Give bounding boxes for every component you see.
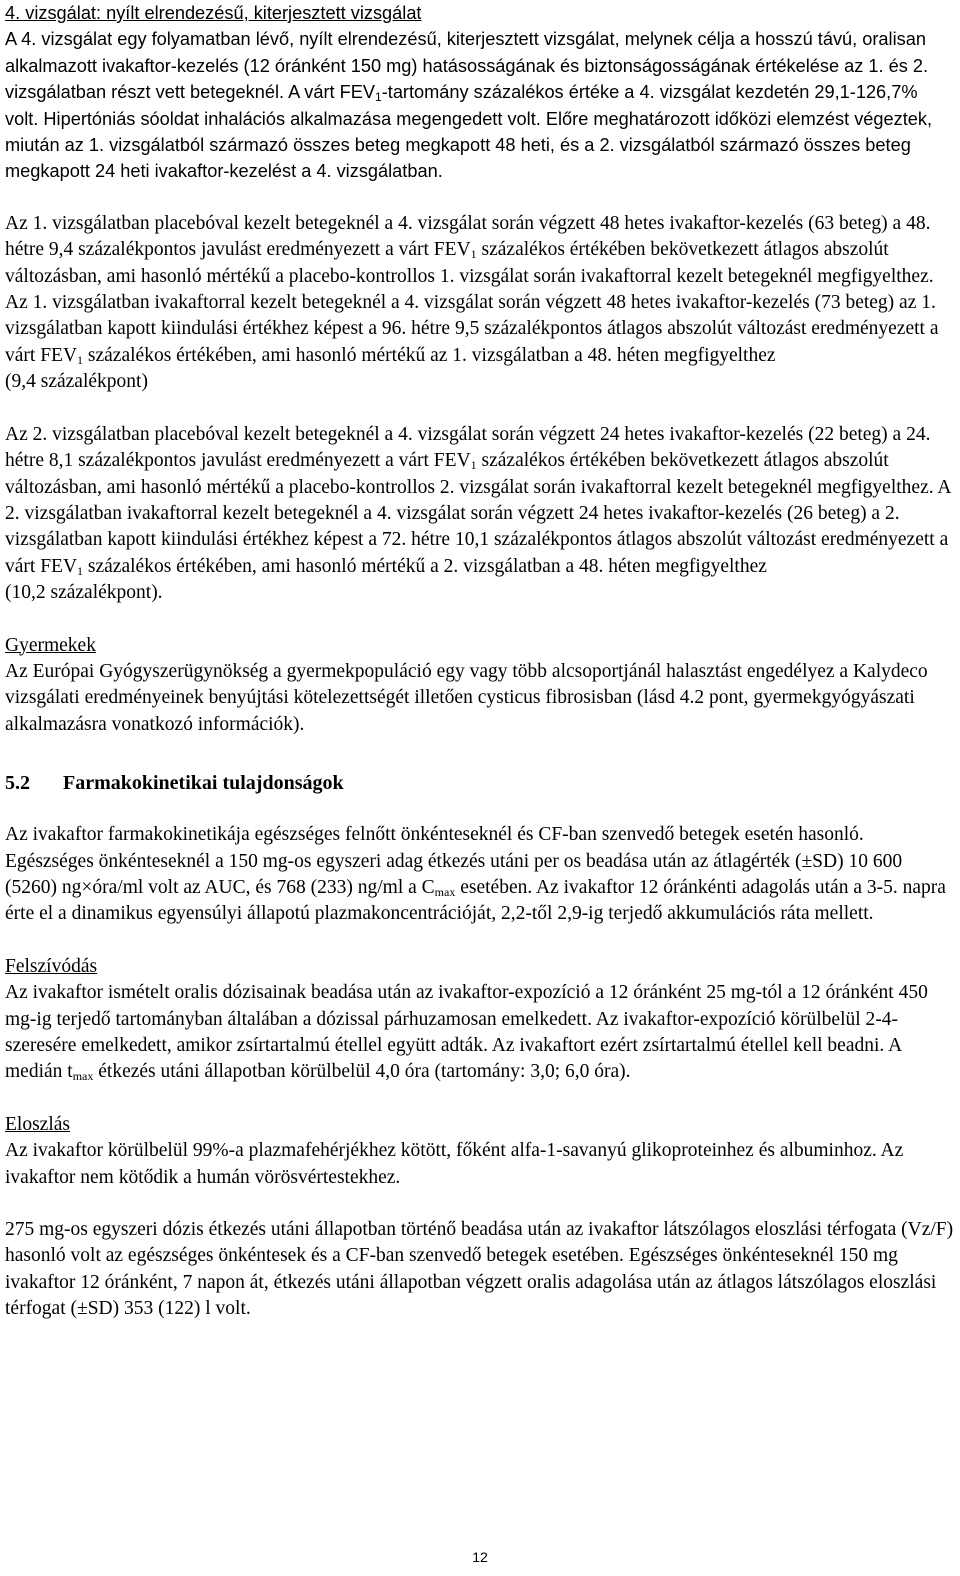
study4-title: 4. vizsgálat: nyílt elrendezésű, kiterjesztett vizsgálat	[5, 3, 422, 23]
fev-subscript: 1	[77, 563, 84, 578]
multiplication-sign: ×	[81, 876, 93, 898]
distribution-heading: Eloszlás	[5, 1113, 70, 1135]
absorption-paragraph	[5, 980, 955, 1086]
absorption-text-b: étkezés utáni állapotban körülbelül 4,0 óra (tartomány: 3,0; 6,0 óra).	[93, 1061, 631, 1083]
children-heading: Gyermekek	[5, 634, 96, 656]
p3-text-c: százalékos értékében, ami hasonló mértékű a 2. vizsgálatban a 48. héten megfigyelthez	[83, 555, 767, 577]
absorption-heading: Felszívódás	[5, 955, 98, 977]
section-title: Farmakokinetikai tulajdonságok	[63, 772, 344, 795]
spacer	[5, 607, 955, 633]
fev-subscript: 1	[470, 247, 477, 262]
document-page	[5, 0, 955, 1323]
pk-text-a: Egészséges önkénteseknél a 150 mg-os egyszeri adag étkezés utáni per os beadása után az átlagérték (±SD) 10 600 (5260) ng	[5, 850, 903, 898]
study1-results-paragraph	[5, 211, 955, 396]
spacer	[5, 1191, 955, 1217]
spacer	[5, 396, 955, 422]
fev-subscript: 1	[470, 458, 477, 473]
pk-text-c: esetében. Az ivakaftor 12 óránkénti adagolás után a 3-5. napra érte el a dinamikus egyensúlyi állapotú plazmakoncentrációját, 2,2-től 2,9-ig terjedő akkumulációs ráta mellett.	[5, 876, 946, 925]
fev-subscript: 1	[375, 90, 382, 105]
spacer	[5, 928, 955, 954]
spacer	[5, 796, 955, 822]
study4-text-b: -tartomány százalékos értéke a 4. vizsgálat kezdetén 29,1-126,7% volt. Hipertóniás sóoldat inhalációs alkalmazása megengedett volt. Előre meghatározott időközi elemzést végeztek, miután az 1. vizsgálatból származó összes beteg megkapott 48 heti, és a 2. vizsgálatból származó összes beteg megkapott 24 heti ivakaftor-kezelést a 4. vizsgálatban.	[5, 82, 933, 182]
study4-text-a: A 4. vizsgálat egy folyamatban lévő, nyílt elrendezésű, kiterjesztett vizsgálat, melynek célja a hosszú távú, oralisan alkalmazott ivakaftor-kezelés (12 óránként 150 mg) hatásosságának és biztonságosságának értékelése az 1. és 2. vizsgálatban részt vett betegeknél. A várt FEV	[5, 29, 929, 103]
distribution-paragraph-1: Az ivakaftor körülbelül 99%-a plazmafehérjékhez kötött, főként alfa-1-savanyú glikoproteinhez és albuminhoz. Az ivakaftor nem kötődik a humán vörösvértestekhez.	[5, 1140, 904, 1188]
absorption-text-a: Az ivakaftor ismételt oralis dózisainak beadása után az ivakaftor-expozíció a 12 óránként 25 mg-tól a 12 óránként 450 mg-ig terjedő tartományban általában a dózissal párhuzamosan emelkedett. Az ivakaftor-expozíció körülbelül 2-4-szeresére emelkedett, amikor zsírtartalmú étellel együtt adták. Az ivakaftort ezért zsírtartalmú étellel kell beadni. A medián t	[5, 982, 928, 1083]
cmax-subscript: max	[434, 884, 456, 899]
fev-subscript: 1	[77, 352, 84, 367]
spacer	[5, 738, 955, 764]
study4-paragraph	[5, 26, 955, 184]
page-number: 12	[472, 1549, 488, 1565]
p2-text-b: százalékos értékében bekövetkezett átlagos abszolút változásban, ami hasonló mértékű a placebo-kontrollos 1. vizsgálat során ivakaftorral kezelt betegeknél megfigyelthez. Az 1. vizsgálatban ivakaftorral kezelt betegeknél a 4. vizsgálat során végzett 48 hetes ivakaftor-kezelés (73 beteg) az 1. vizsgálatban kapott kiindulási értékhez képest a 96. hétre 9,5 százalékpontos átlagos abszolút változást eredményezett a várt FEV	[5, 239, 939, 366]
p3-text-d: (10,2 százalékpont).	[5, 582, 163, 604]
pk-intro-paragraph: Az ivakaftor farmakokinetikája egészséges felnőtt önkénteseknél és CF-ban szenvedő betegek esetén hasonló.	[5, 824, 864, 846]
pk-healthy-volunteers-paragraph	[5, 849, 955, 928]
p2-text-a: Az 1. vizsgálatban placebóval kezelt betegeknél a 4. vizsgálat során végzett 48 hetes ivakaftor-kezelés (63 beteg) a 48. hétre 9,4 százalékpontos javulást eredményezett a várt FEV	[5, 212, 931, 261]
spacer	[5, 185, 955, 211]
p3-text-b: százalékos értékében bekövetkezett átlagos abszolút változásban, ami hasonló mértékű a placebo-kontrollos 2. vizsgálat során ivakaftorral kezelt betegeknél megfigyelthez. A 2. vizsgálatban ivakaftorral kezelt betegeknél a 4. vizsgálat során végzett 24 hetes ivakaftor-kezelés (26 beteg) a 2. vizsgálatban kapott kiindulási értékhez képest a 72. hétre 10,1 százalékpontos átlagos abszolút változást eredményezett a várt FEV	[5, 450, 951, 577]
section-heading-5-2	[5, 770, 955, 796]
spacer	[5, 1086, 955, 1112]
distribution-paragraph-2: 275 mg-os egyszeri dózis étkezés utáni állapotban történő beadása után az ivakaftor látszólagos eloszlási térfogata (Vz/F) hasonló volt az egészséges önkéntesek és a CF-ban szenvedő betegek esetében. Egészséges önkénteseknél 150 mg ivakaftor 12 óránként, 7 napon át, étkezés utáni állapotban végzett oralis adagolása után az átlagos látszólagos eloszlási térfogat (±SD) 353 (122) l volt.	[5, 1219, 954, 1320]
section-number: 5.2	[5, 772, 30, 795]
pk-text-b: óra/ml volt az AUC, és 768 (233) ng/ml a C	[92, 876, 435, 898]
p2-text-d: (9,4 százalékpont)	[5, 371, 148, 393]
p3-text-a: Az 2. vizsgálatban placebóval kezelt betegeknél a 4. vizsgálat során végzett 24 hetes ivakaftor-kezelés (22 beteg) a 24. hétre 8,1 százalékpontos javulást eredményezett a várt FEV	[5, 423, 931, 472]
children-paragraph: Az Európai Gyógyszerügynökség a gyermekpopuláció egy vagy több alcsoportjánál halasztást engedélyez a Kalydeco vizsgálati eredményeinek benyújtási kötelezettségét illetően cysticus fibrosisban (lásd 4.2 pont, gyermekgyógyászati alkalmazásra vonatkozó információk).	[5, 660, 928, 735]
tmax-subscript: max	[72, 1069, 94, 1084]
p2-text-c: százalékos értékében, ami hasonló mértékű az 1. vizsgálatban a 48. héten megfigyelthez	[83, 344, 776, 366]
study2-results-paragraph	[5, 422, 955, 607]
